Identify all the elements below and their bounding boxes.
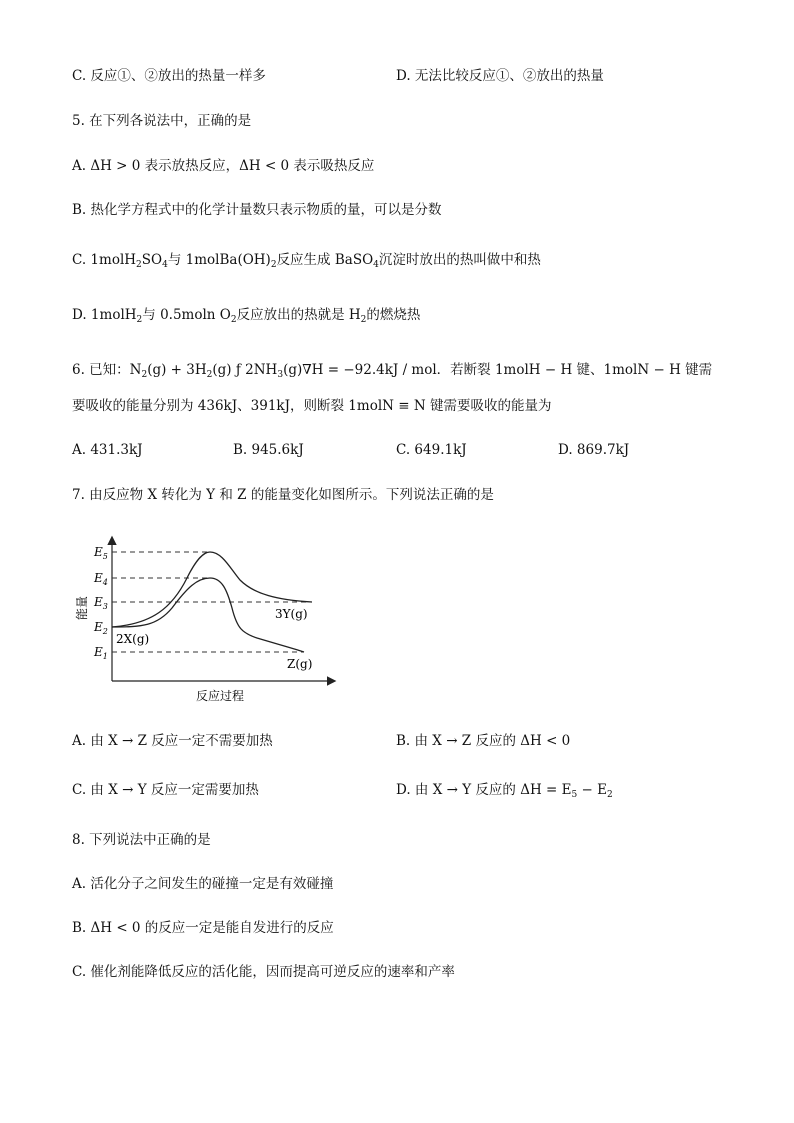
label-product-z: Z(g)	[287, 657, 313, 671]
q5-option-d: D. 1molH$_2$与 0.5moln $O_2$反应放出的热就是 $H_2$的燃烧热	[72, 307, 421, 325]
q5-option-a: A. ΔH > 0 表示放热反应，ΔH < 0 表示吸热反应	[72, 158, 375, 174]
label-product-y: 3Y(g)	[275, 607, 308, 621]
q5-option-b: B. 热化学方程式中的化学计量数只表示物质的量，可以是分数	[72, 202, 442, 218]
q4-option-d: D. 无法比较反应①、②放出的热量	[396, 68, 604, 84]
label-e1: $E_1$	[94, 645, 108, 661]
q6-stem-line1: 6. 已知：$N_2(g) + 3H_2(g)$ ƒ $2NH_3(g)\nabla H = -92.4kJ$ / mol．若断裂 1molH − H 键、1molN − H 键需	[72, 362, 713, 380]
x-axis-label: 反应过程	[195, 689, 245, 703]
q8-option-c: C. 催化剂能降低反应的活化能，因而提高可逆反应的速率和产率	[72, 964, 455, 980]
q7-stem: 7. 由反应物 X 转化为 Y 和 Z 的能量变化如图所示。下列说法正确的是	[72, 487, 494, 503]
q7-option-c: C. 由 X → Y 反应一定需要加热	[72, 782, 259, 798]
label-e4: $E_4$	[94, 571, 108, 587]
q7-option-b: B. 由 X → Z 反应的 ΔH < 0	[396, 733, 571, 749]
q6-option-d: D. 869.7kJ	[558, 442, 630, 458]
q8-stem: 8. 下列说法中正确的是	[72, 832, 211, 848]
q6-stem-line2: 要吸收的能量分别为 436kJ、391kJ，则断裂 1molN ≡ N 键需要吸收的能量为	[72, 398, 552, 414]
q5-stem: 5. 在下列各说法中，正确的是	[72, 113, 252, 129]
q5-option-c: C. $1molH_2SO_4$与 $1molBa(OH)_2$反应生成 BaSO$_4$沉淀时放出的热叫做中和热	[72, 252, 541, 270]
q6-option-b: B. 945.6kJ	[233, 442, 304, 458]
q8-option-a: A. 活化分子之间发生的碰撞一定是有效碰撞	[72, 876, 334, 892]
energy-diagram	[72, 528, 342, 708]
q6-option-a: A. 431.3kJ	[72, 442, 143, 458]
q7-option-a: A. 由 X → Z 反应一定不需要加热	[72, 733, 273, 749]
label-e3: $E_3$	[94, 595, 108, 611]
q8-option-b: B. ΔH < 0 的反应一定是能自发进行的反应	[72, 920, 334, 936]
q4-option-c: C. 反应①、②放出的热量一样多	[72, 68, 266, 84]
q6-option-c: C. 649.1kJ	[396, 442, 467, 458]
label-e2: $E_2$	[94, 620, 108, 636]
q7-option-d: D. 由 X → Y 反应的 $\Delta H = E_5 - E_2$	[396, 782, 613, 800]
y-axis-label: 能量	[75, 595, 89, 621]
label-e5: $E_5$	[94, 545, 108, 561]
label-reactant: 2X(g)	[116, 632, 150, 646]
